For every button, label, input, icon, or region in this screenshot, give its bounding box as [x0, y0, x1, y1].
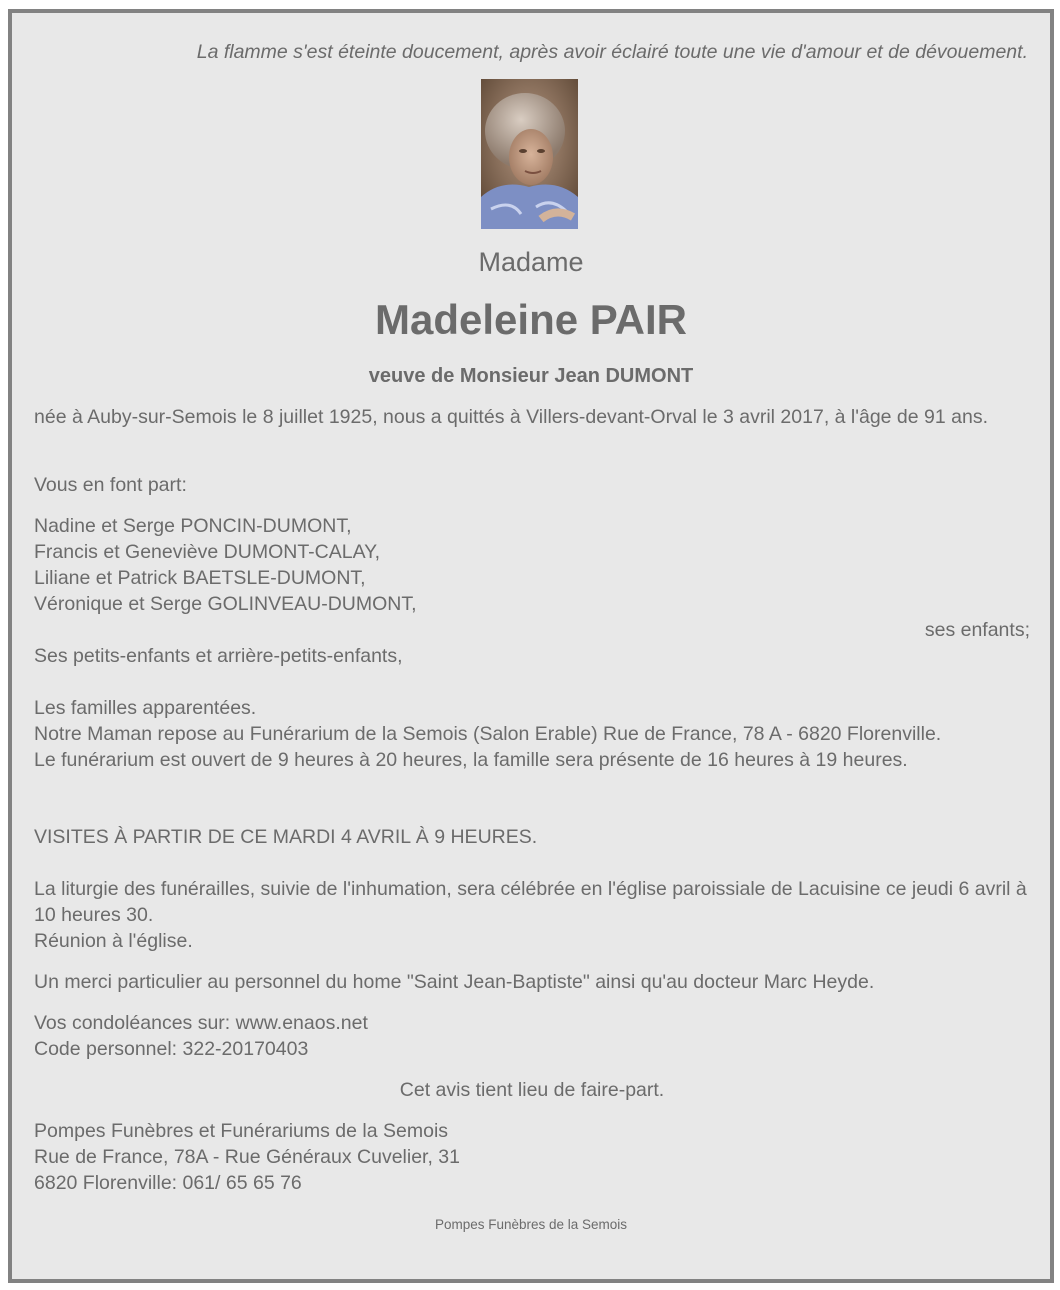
- liturgy-text: La liturgie des funérailles, suivie de l'inhumation, sera célébrée en l'église paroissiale de Lacuisine ce jeudi 6 avril à 10 heures 30.: [34, 878, 1027, 926]
- children-list: [34, 513, 1030, 669]
- thanks-paragraph: [34, 969, 1030, 995]
- birth-death-text: née à Auby-sur-Semois le 8 juillet 1925, nous a quittés à Villers-devant-Orval le 3 avril 2017, à l'âge de 91 ans.: [34, 406, 988, 428]
- funeral-home-address: Rue de France, 78A - Rue Généraux Cuvelier, 31: [34, 1146, 460, 1168]
- funeral-home-block: [34, 1118, 1030, 1196]
- grandchildren-line: Ses petits-enfants et arrière-petits-enfants,: [34, 645, 403, 667]
- portrait-photo-image: [481, 79, 578, 229]
- child-entry: Francis et Geneviève DUMONT-CALAY,: [34, 541, 381, 563]
- spouse-line: veuve de Monsieur Jean DUMONT: [368, 365, 694, 387]
- birth-death-paragraph: [34, 404, 1030, 430]
- condolences-text: Vos condoléances sur: www.enaos.net: [34, 1012, 368, 1034]
- child-entry: Liliane et Patrick BAETSLE-DUMONT,: [34, 567, 366, 589]
- announcers-intro: [34, 472, 1030, 498]
- funeral-home-city-phone: 6820 Florenville: 061/ 65 65 76: [34, 1172, 302, 1194]
- condolences-block: [34, 1010, 1030, 1062]
- deceased-name: Madeleine PAIR: [375, 296, 687, 343]
- child-entry: Véronique et Serge GOLINVEAU-DUMONT,: [34, 593, 417, 615]
- children-role: ses enfants;: [924, 619, 1030, 641]
- opening-hours-line: Le funérarium est ouvert de 9 heures à 20 heures, la famille sera présente de 16 heures à 19 heures.: [34, 749, 908, 771]
- visits-text: VISITES À PARTIR DE CE MARDI 4 AVRIL À 9 HEURES.: [34, 826, 538, 848]
- meeting-text: Réunion à l'église.: [34, 930, 193, 952]
- faire-part-notice: [34, 1077, 1030, 1103]
- epigraph: La flamme s'est éteinte doucement, après avoir éclairé toute une vie d'amour et de dévouement.: [196, 41, 1028, 63]
- obituary-frame: [8, 9, 1054, 1283]
- announcers-intro-text: Vous en font part:: [34, 474, 187, 496]
- rest-place-line: Notre Maman repose au Funérarium de la Semois (Salon Erable) Rue de France, 78 A - 6820 Florenville.: [34, 723, 942, 745]
- family-and-visitation: [34, 695, 1030, 773]
- funeral-home-name: Pompes Funèbres et Funérariums de la Semois: [34, 1120, 449, 1142]
- faire-part-text: Cet avis tient lieu de faire-part.: [399, 1079, 665, 1101]
- child-entry: Nadine et Serge PONCIN-DUMONT,: [34, 515, 352, 537]
- thanks-text: Un merci particulier au personnel du home "Saint Jean-Baptiste" ainsi qu'au docteur Marc Heyde.: [34, 971, 875, 993]
- portrait-photo: [481, 79, 578, 229]
- visits-notice: [34, 824, 1030, 850]
- footer-credit: Pompes Funèbres de la Semois: [434, 1217, 628, 1232]
- liturgy-paragraph: [34, 876, 1030, 954]
- honorific: Madame: [478, 247, 584, 277]
- personal-code-text: Code personnel: 322-20170403: [34, 1038, 309, 1060]
- families-line: Les familles apparentées.: [34, 697, 257, 719]
